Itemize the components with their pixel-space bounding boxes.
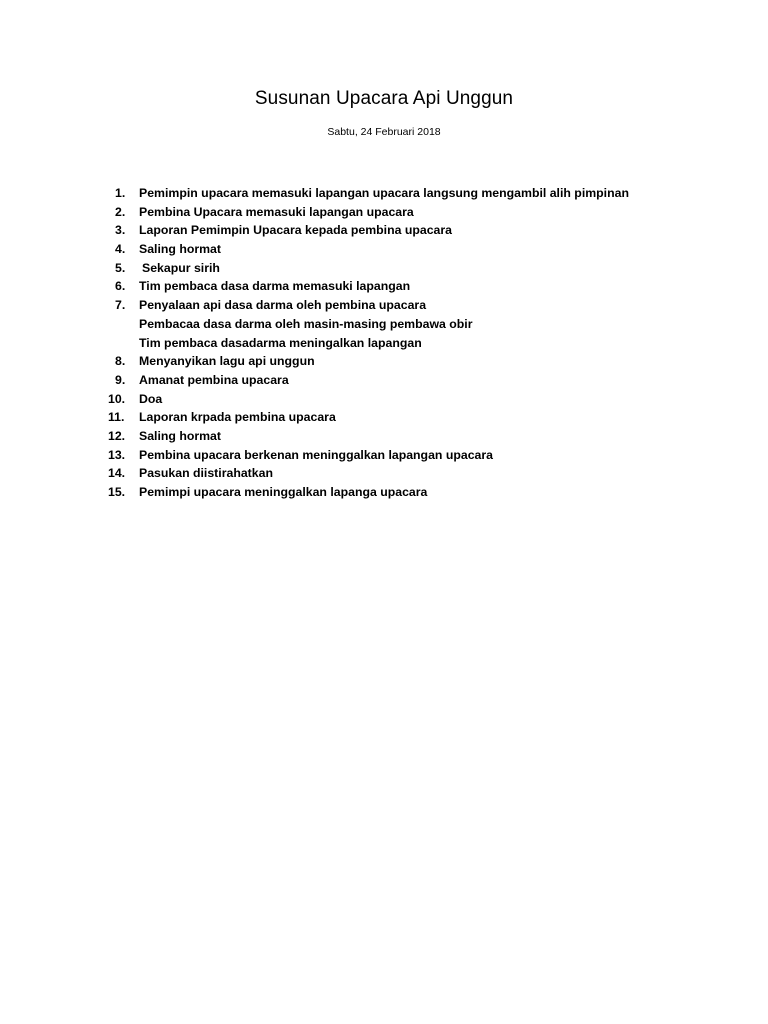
list-item — [108, 352, 668, 371]
list-item — [108, 315, 668, 334]
item-number: 5. — [115, 260, 126, 275]
list-item — [108, 334, 668, 353]
list-item — [108, 184, 668, 203]
item-text: Pasukan diistirahatkan — [139, 466, 273, 481]
item-text: Pembina Upacara memasuki lapangan upacara — [139, 204, 414, 219]
item-number: 9. — [115, 372, 126, 387]
item-number: 11. — [108, 410, 125, 425]
item-text: Doa — [139, 391, 163, 406]
agenda-list — [108, 184, 668, 502]
item-number: 14. — [108, 466, 126, 481]
item-text: Saling hormat — [139, 242, 221, 257]
item-text: Sekapur sirih — [142, 260, 220, 275]
item-number: 12. — [108, 428, 126, 443]
item-text: Laporan krpada pembina upacara — [139, 410, 336, 425]
list-item — [108, 408, 668, 427]
item-text: Amanat pembina upacara — [139, 372, 289, 387]
item-number: 10. — [108, 391, 126, 406]
list-item — [108, 446, 668, 465]
item-number: 4. — [115, 242, 126, 257]
list-item — [108, 427, 668, 446]
list-item — [108, 277, 668, 296]
list-item — [108, 259, 668, 278]
list-item — [108, 221, 668, 240]
list-item — [108, 390, 668, 409]
item-number: 2. — [115, 204, 126, 219]
item-number: 7. — [115, 298, 126, 313]
list-item — [108, 296, 668, 315]
item-number: 1. — [115, 186, 126, 200]
item-text: Pembacaa dasa darma oleh masin-masing pembawa obir — [139, 316, 473, 331]
item-text: Pemimpin upacara memasuki lapangan upacara langsung mengambil alih pimpinan — [139, 186, 629, 200]
document-title: Susunan Upacara Api Unggun — [254, 88, 514, 109]
item-text: Menyanyikan lagu api unggun — [139, 354, 315, 369]
list-item — [108, 371, 668, 390]
list-item — [108, 240, 668, 259]
list-item — [108, 203, 668, 222]
item-text: Saling hormat — [139, 428, 221, 443]
document-date: Sabtu, 24 Februari 2018 — [327, 126, 441, 138]
item-text: Pemimpi upacara meninggalkan lapanga upacara — [139, 485, 428, 499]
item-number: 8. — [115, 354, 126, 369]
item-number: 13. — [108, 447, 126, 462]
item-text: Penyalaan api dasa darma oleh pembina upacara — [139, 298, 427, 313]
list-item — [108, 464, 668, 483]
item-text: Pembina upacara berkenan meninggalkan lapangan upacara — [139, 447, 493, 462]
item-number: 6. — [115, 279, 126, 294]
item-text: Laporan Pemimpin Upacara kepada pembina upacara — [139, 223, 452, 238]
item-number: 15. — [108, 485, 126, 499]
item-text: Tim pembaca dasadarma meningalkan lapangan — [139, 335, 422, 350]
list-item — [108, 483, 668, 502]
item-number: 3. — [115, 223, 126, 238]
item-number — [108, 315, 139, 334]
item-text: Tim pembaca dasa darma memasuki lapangan — [139, 279, 411, 294]
item-number — [108, 334, 139, 353]
